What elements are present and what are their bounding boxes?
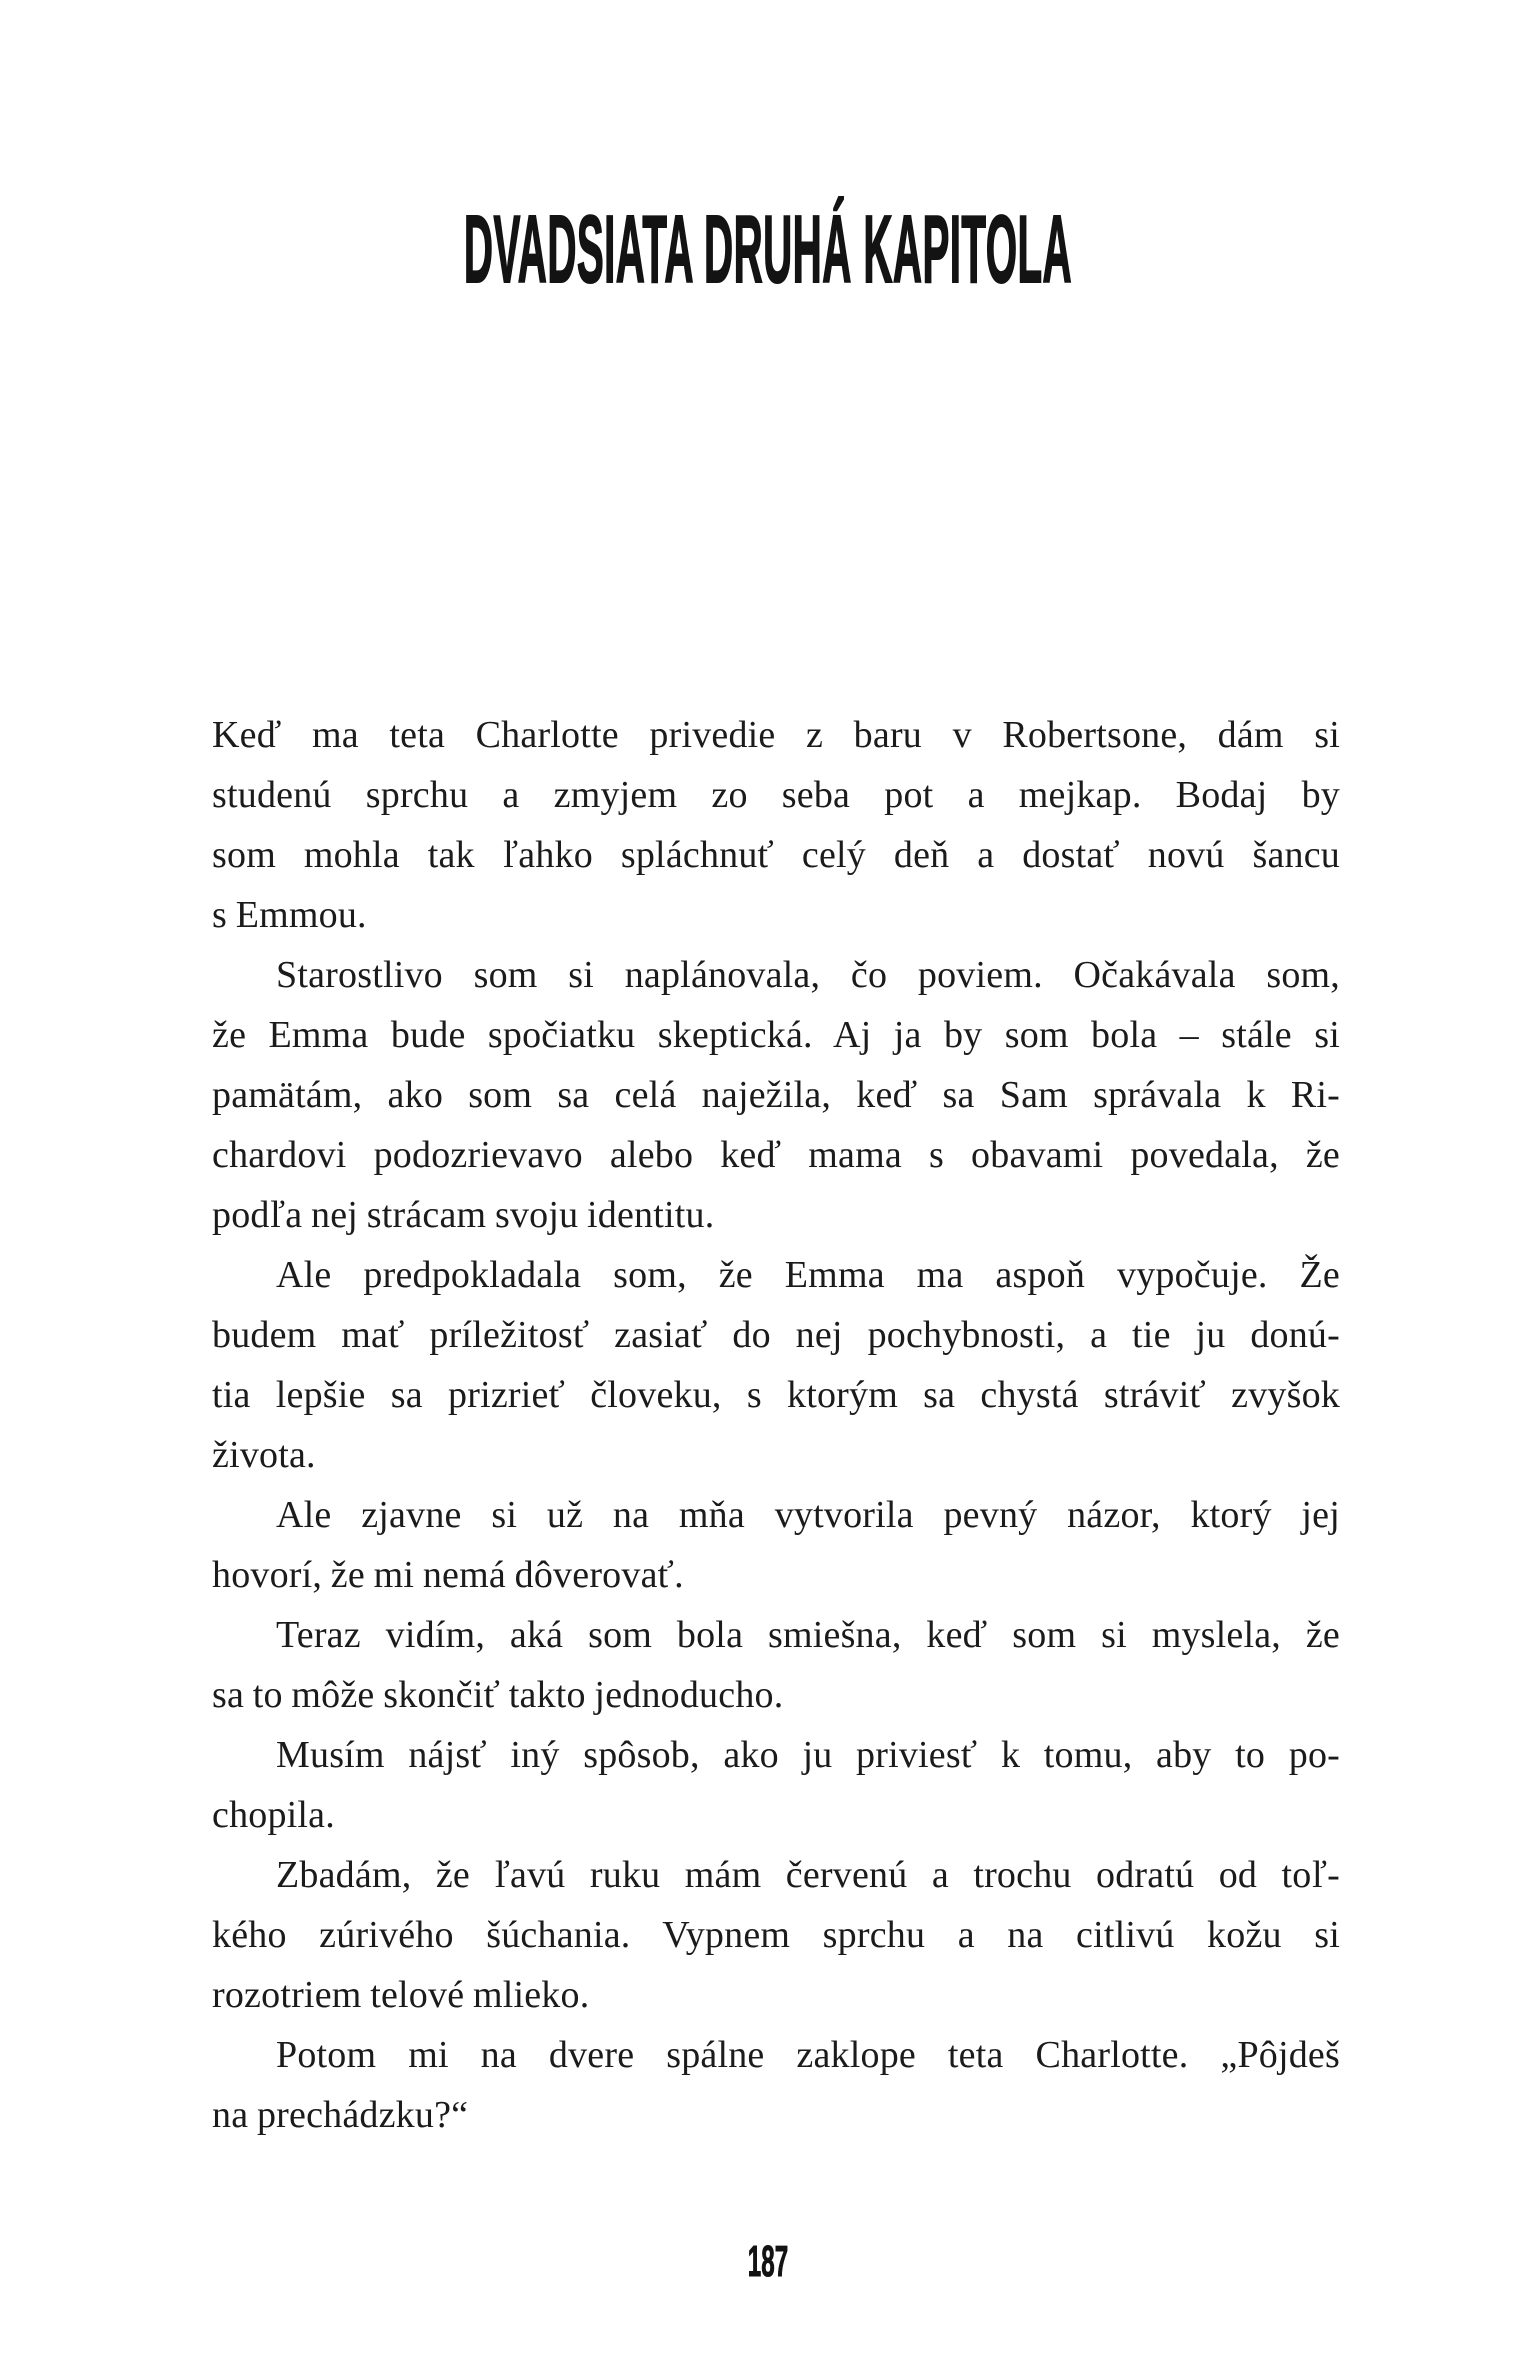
text-line: kého zúrivého šúchania. Vypnem sprchu a na citlivú kožu si xyxy=(212,1914,1340,1956)
paragraph xyxy=(212,705,1340,945)
body-text xyxy=(212,705,1340,2145)
text-line: rozotriem telové mlieko. xyxy=(212,1974,590,2016)
text-line: sa to môže skončiť takto jednoducho. xyxy=(212,1674,784,1716)
text-line: Starostlivo som si naplánovala, čo poviem. Očakávala som, xyxy=(276,954,1340,996)
text-line: Teraz vidím, aká som bola smiešna, keď som si myslela, že xyxy=(276,1614,1340,1656)
text-line: chopila. xyxy=(212,1794,335,1836)
text-line: budem mať príležitosť zasiať do nej pochybnosti, a tie ju donú- xyxy=(212,1314,1340,1356)
text-line: Ale zjavne si už na mňa vytvorila pevný názor, ktorý jej xyxy=(276,1494,1340,1536)
text-line: hovorí, že mi nemá dôverovať. xyxy=(212,1554,684,1596)
paragraph xyxy=(212,1245,1340,1485)
text-line: Musím nájsť iný spôsob, ako ju priviesť k tomu, aby to po- xyxy=(276,1734,1340,1776)
text-line: Keď ma teta Charlotte privedie z baru v Robertsone, dám si xyxy=(212,714,1340,756)
text-line: pamätám, ako som sa celá naježila, keď sa Sam správala k Ri- xyxy=(212,1074,1340,1116)
text-line: s Emmou. xyxy=(212,894,367,936)
text-line: podľa nej strácam svoju identitu. xyxy=(212,1194,715,1236)
paragraph xyxy=(212,1485,1340,1605)
text-line: som mohla tak ľahko spláchnuť celý deň a dostať novú šancu xyxy=(212,834,1340,876)
paragraph xyxy=(212,945,1340,1245)
text-line: že Emma bude spočiatku skeptická. Aj ja by som bola – stále si xyxy=(212,1014,1340,1056)
text-line: chardovi podozrievavo alebo keď mama s obavami povedala, že xyxy=(212,1134,1340,1176)
text-line: Potom mi na dvere spálne zaklope teta Charlotte. „Pôjdeš xyxy=(276,2034,1340,2076)
paragraph xyxy=(212,1605,1340,1725)
page-number: 187 xyxy=(747,2237,789,2286)
text-line: Ale predpokladala som, že Emma ma aspoň vypočuje. Že xyxy=(276,1254,1340,1296)
text-line: Zbadám, že ľavú ruku mám červenú a trochu odratú od toľ- xyxy=(276,1854,1340,1896)
text-line: života. xyxy=(212,1434,316,1476)
text-line: tia lepšie sa prizrieť človeku, s ktorým sa chystá stráviť zvyšok xyxy=(212,1374,1340,1416)
text-line: na prechádzku?“ xyxy=(212,2094,469,2136)
paragraph xyxy=(212,1845,1340,2025)
text-line: studenú sprchu a zmyjem zo seba pot a mejkap. Bodaj by xyxy=(212,774,1340,816)
paragraph xyxy=(212,1725,1340,1845)
chapter-title: DVADSIATA DRUHÁ KAPITOLA xyxy=(463,196,1073,303)
paragraph xyxy=(212,2025,1340,2145)
